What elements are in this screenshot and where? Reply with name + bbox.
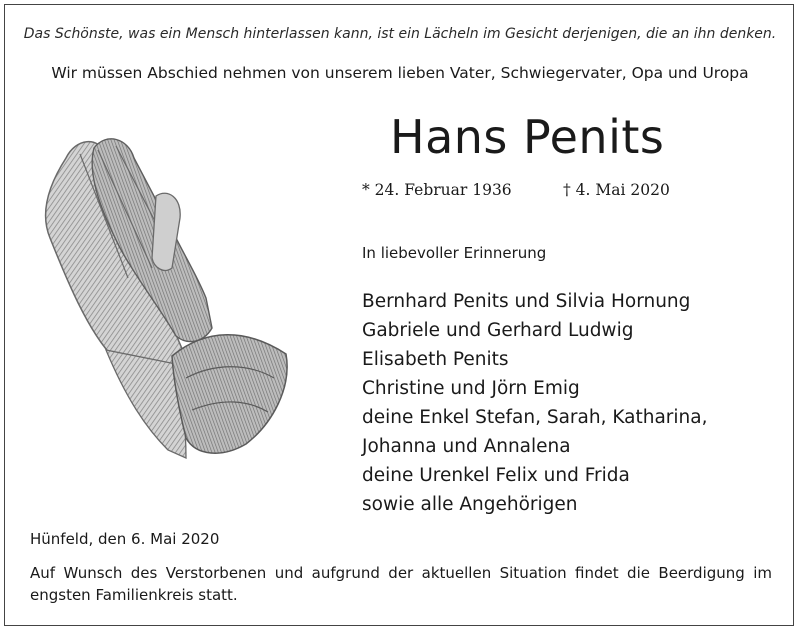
mourner-line: Gabriele und Gerhard Ludwig	[362, 320, 634, 341]
intro-line: Wir müssen Abschied nehmen von unserem lieben Vater, Schwiegervater, Opa und Uropa	[51, 64, 749, 82]
birth-date: * 24. Februar 1936	[362, 181, 512, 199]
funeral-notice: Auf Wunsch des Verstorbenen und aufgrund der aktuellen Situation findet die Beerdigung im engsten Familienkreis statt.	[30, 564, 772, 604]
mourner-line: Johanna und Annalena	[362, 436, 571, 457]
deceased-name: Hans Penits	[390, 110, 665, 164]
mourner-line: Bernhard Penits und Silvia Hornung	[362, 291, 691, 312]
mourners-list	[362, 287, 708, 519]
death-date: † 4. Mai 2020	[563, 181, 670, 199]
memory-line: In liebevoller Erinnerung	[362, 244, 547, 262]
quote-line: Das Schönste, was ein Mensch hinterlassen kann, ist ein Lächeln im Gesicht derjenigen, die an ihn denken.	[23, 26, 777, 42]
mourner-line: Elisabeth Penits	[362, 349, 509, 370]
mourner-line: Christine und Jörn Emig	[362, 378, 580, 399]
mourner-line: sowie alle Angehörigen	[362, 494, 578, 515]
mourner-line: deine Enkel Stefan, Sarah, Katharina,	[362, 407, 708, 428]
praying-hands-icon	[36, 128, 296, 468]
place-date: Hünfeld, den 6. Mai 2020	[30, 530, 220, 548]
mourner-line: deine Urenkel Felix und Frida	[362, 465, 630, 486]
